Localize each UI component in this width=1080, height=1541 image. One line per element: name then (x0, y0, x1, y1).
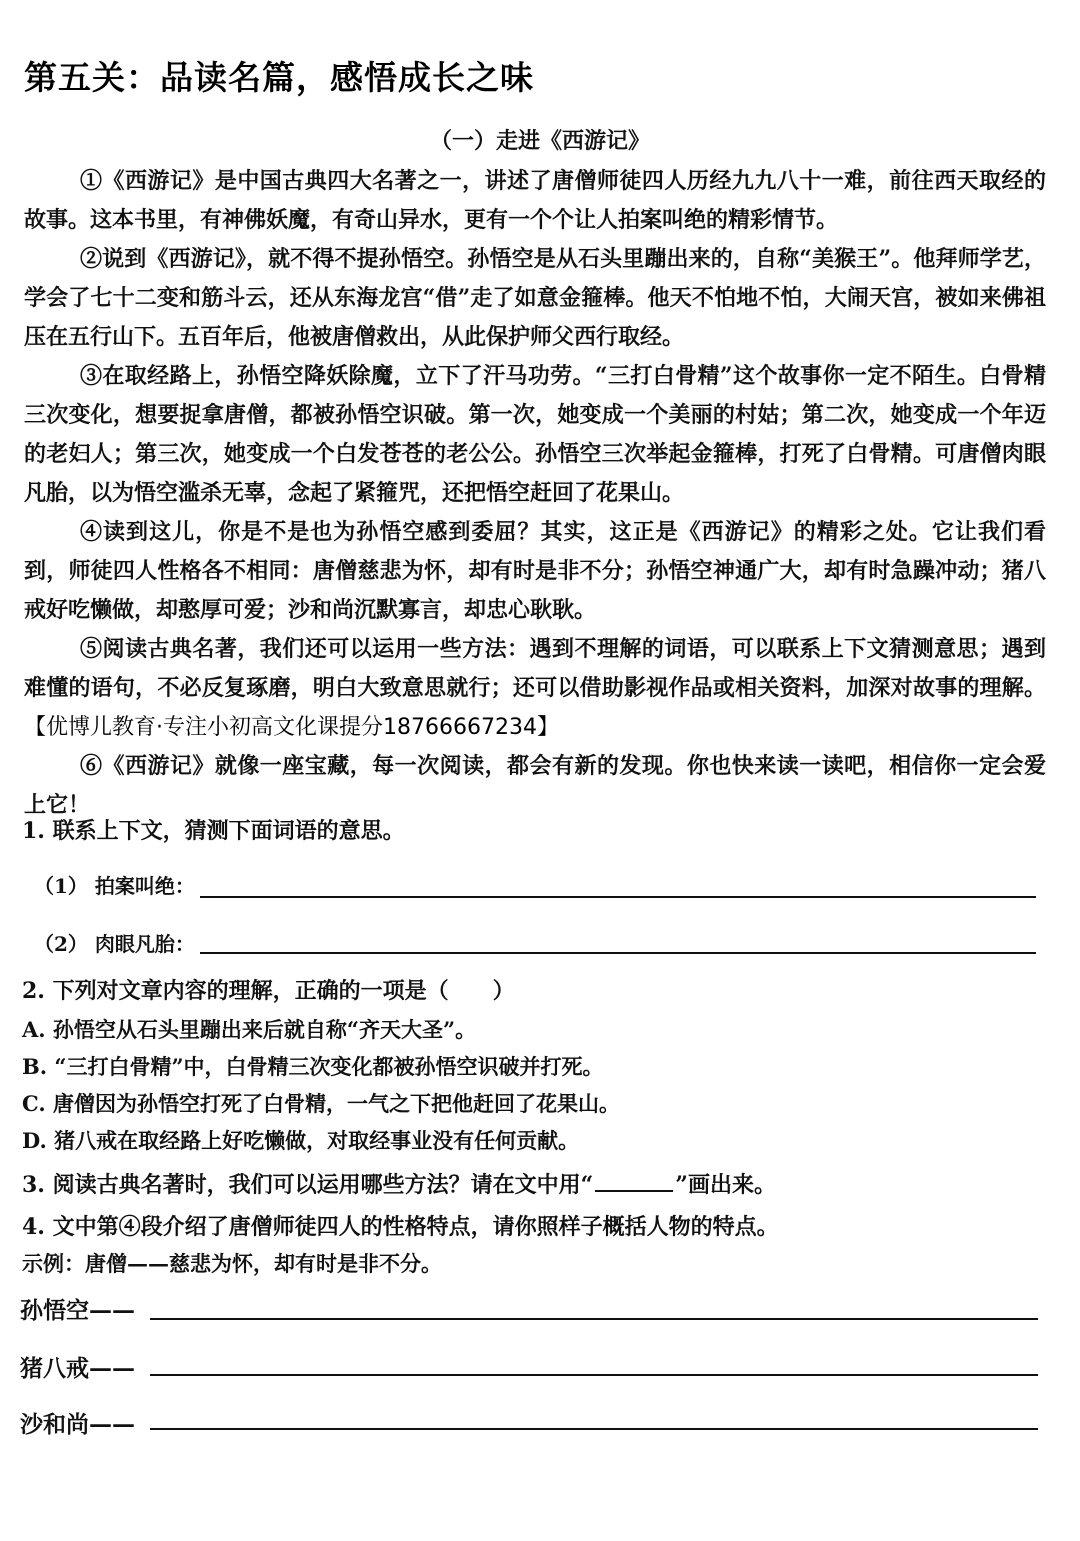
q1-item-2-answer-line[interactable] (200, 952, 1036, 954)
q3-underline-sample (595, 1190, 673, 1192)
q4-character-shaheshang-label: 沙和尚—— (20, 1411, 135, 1438)
paragraph-4: ④读到这儿，你是不是也为孙悟空感到委屈？其实，这正是《西游记》的精彩之处。它让我们看到，师徒四人性格各不相同：唐僧慈悲为怀，却有时是非不分；孙悟空神通广大，却有时急躁冲动；猪八戒好吃懒做，却憨厚可爱；沙和尚沉默寡言，却忠心耿耿。 (24, 519, 1046, 623)
q2-option-b[interactable]: B. “三打白骨精”中，白骨精三次变化都被孙悟空识破并打死。 (22, 1054, 604, 1079)
q2-option-a[interactable]: A. 孙悟空从石头里蹦出来后就自称“齐天大圣”。 (22, 1017, 477, 1042)
page-title: 第五关：品读名篇，感悟成长之味 (24, 58, 534, 97)
section-subtitle: （一）走进《西游记》 (429, 128, 650, 154)
q4-zhubajie-answer-line[interactable] (150, 1374, 1038, 1376)
question-3 (22, 1168, 776, 1199)
ad-watermark-text: 【优博儿教育·专注小初高文化课提分18766667234】 (24, 715, 559, 740)
q3-text-after: ”画出来。 (675, 1172, 776, 1198)
reading-passage (24, 162, 1046, 825)
paragraph-3: ③在取经路上，孙悟空降妖除魔，立下了汗马功劳。“三打白骨精”这个故事你一定不陌生。白骨精三次变化，想要捉拿唐僧，都被孙悟空识破。第一次，她变成一个美丽的村姑；第二次，她变成一个年迈的老妇人；第三次，她变成一个白发苍苍的老公公。孙悟空三次举起金箍棒，打死了白骨精。可唐僧肉眼凡胎，以为悟空滥杀无辜，念起了紧箍咒，还把悟空赶回了花果山。 (24, 363, 1046, 506)
q4-example: 示例：唐僧——慈悲为怀，却有时是非不分。 (22, 1251, 442, 1276)
q4-sunwukong-answer-line[interactable] (150, 1318, 1038, 1320)
q2-option-c[interactable]: C. 唐僧因为孙悟空打死了白骨精，一气之下把他赶回了花果山。 (22, 1091, 620, 1116)
q4-character-zhubajie-label: 猪八戒—— (20, 1355, 135, 1382)
question-1: 1. 联系上下文，猜测下面词语的意思。 (22, 818, 405, 844)
paragraph-5-text: ⑤阅读古典名著，我们还可以运用一些方法：遇到不理解的词语，可以联系上下文猜测意思；遇到难懂的语句，不必反复琢磨，明白大致意思就行；还可以借助影视作品或相关资料，加深对故事的理解。 (24, 636, 1046, 701)
q3-text-before: 3. 阅读古典名著时，我们可以运用哪些方法？请在文中用“ (22, 1172, 594, 1198)
paragraph-2: ②说到《西游记》，就不得不提孙悟空。孙悟空是从石头里蹦出来的，自称“美猴王”。他拜师学艺，学会了七十二变和筋斗云，还从东海龙宫“借”走了如意金箍棒。他天不怕地不怕，大闹天宫，被如来佛祖压在五行山下。五百年后，他被唐僧救出，从此保护师父西行取经。 (24, 246, 1046, 350)
q1-item-1-answer-line[interactable] (200, 896, 1036, 898)
q2-option-d[interactable]: D. 猪八戒在取经路上好吃懒做，对取经事业没有任何贡献。 (22, 1128, 580, 1153)
question-4: 4. 文中第④段介绍了唐僧师徒四人的性格特点，请你照样子概括人物的特点。 (22, 1214, 779, 1240)
paragraph-6: ⑥《西游记》就像一座宝藏，每一次阅读，都会有新的发现。你也快来读一读吧，相信你一定会爱上它！ (24, 753, 1046, 818)
q4-shaheshang-answer-line[interactable] (150, 1428, 1038, 1430)
paragraph-1: ①《西游记》是中国古典四大名著之一，讲述了唐僧师徒四人历经九九八十一难，前往西天取经的故事。这本书里，有神佛妖魔，有奇山异水，更有一个个让人拍案叫绝的精彩情节。 (24, 168, 1046, 233)
paragraph-5 (24, 630, 1046, 747)
q4-character-sunwukong-label: 孙悟空—— (20, 1297, 135, 1324)
q1-item-2-label: （2） 肉眼凡胎： (34, 932, 195, 956)
question-2: 2. 下列对文章内容的理解，正确的一项是（ ） (22, 978, 515, 1004)
q1-item-1-label: （1） 拍案叫绝： (34, 874, 195, 898)
